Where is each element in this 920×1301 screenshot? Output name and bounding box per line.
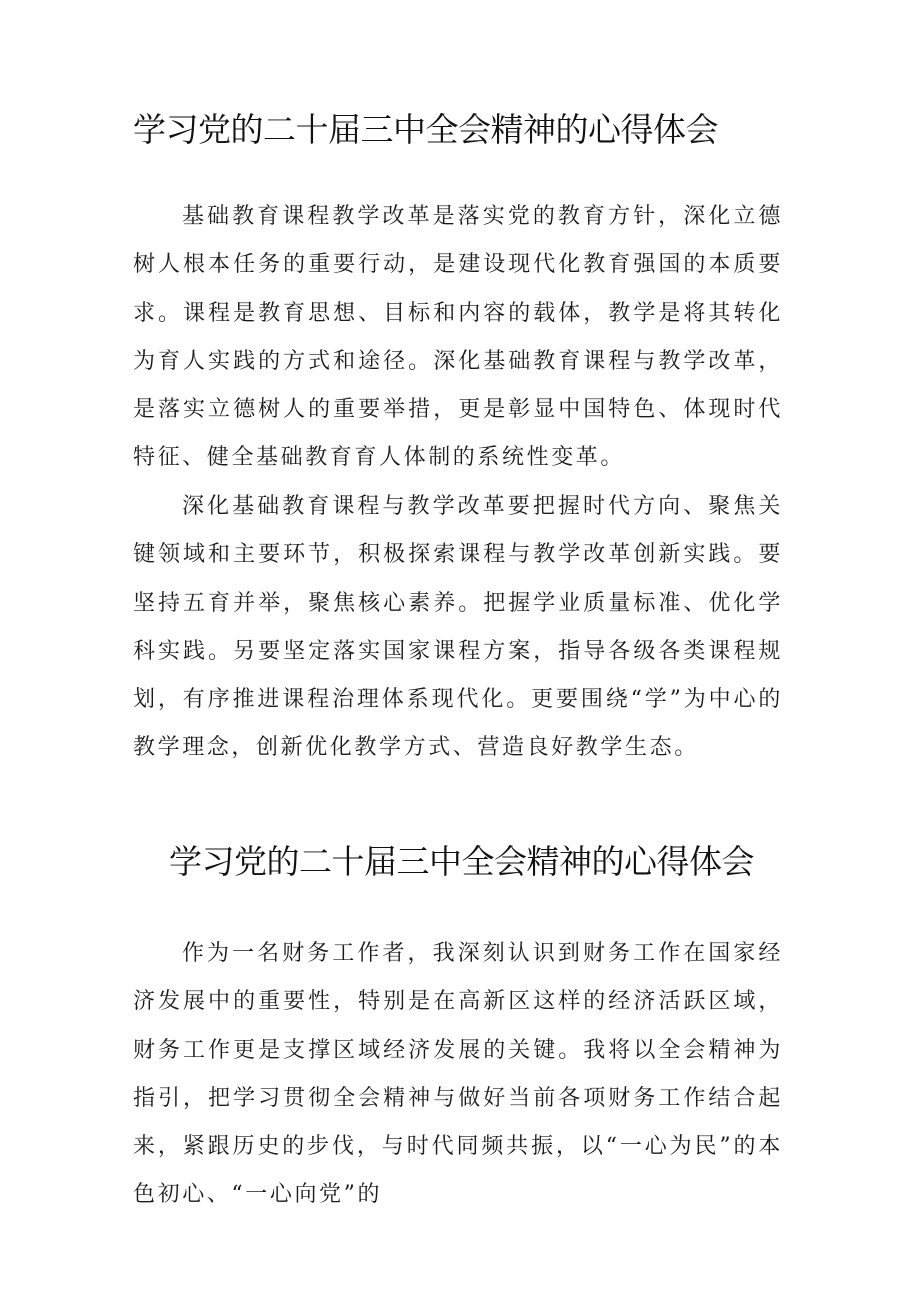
section-2-paragraph-1: 作为一名财务工作者，我深刻认识到财务工作在国家经济发展中的重要性，特别是在高新区这样的经济活跃区域，财务工作更是支撑区域经济发展的关键。我将以全会精神为指引，把学习贯彻全会精神与做好当前各项财务工作结合起来，紧跟历史的步伐，与时代同频共振，以“一心为民”的本色初心、“一心向党”的 [133, 941, 783, 1208]
section-1-title: 学习党的二十届三中全会精神的心得体会 [133, 110, 718, 149]
section-1-paragraph-1: 基础教育课程教学改革是落实党的教育方针，深化立德树人根本任务的重要行动，是建设现代化教育强国的本质要求。课程是教育思想、目标和内容的载体，教学是将其转化为育人实践的方式和途径。深化基础教育课程与教学改革，是落实立德树人的重要举措，更是彰显中国特色、体现时代特征、健全基础教育育人体制的系统性变革。 [133, 204, 783, 471]
section-2-title: 学习党的二十届三中全会精神的心得体会 [169, 842, 754, 881]
section-1-paragraph-2: 深化基础教育课程与教学改革要把握时代方向、聚焦关键领域和主要环节，积极探索课程与教学改革创新实践。要坚持五育并举，聚焦核心素养。把握学业质量标准、优化学科实践。另要坚定落实国家课程方案，指导各级各类课程规划，有序推进课程治理体系现代化。更要围绕“学”为中心的教学理念，创新优化教学方式、营造良好教学生态。 [133, 494, 783, 761]
